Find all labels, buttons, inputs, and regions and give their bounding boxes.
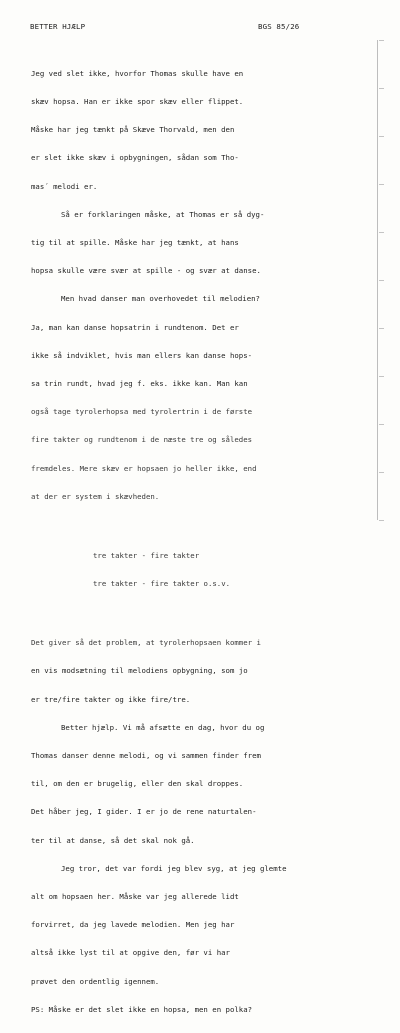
- text-line: at der er system i skævheden.: [31, 491, 160, 501]
- text-line: tre takter - fire takter: [93, 550, 200, 560]
- margin-tick: [379, 88, 384, 89]
- margin-tick: [379, 280, 384, 281]
- margin-tick: [379, 520, 384, 521]
- text-line: sa trin rundt, hvad jeg f. eks. ikke kan. Man kan: [31, 379, 248, 389]
- header-reference: BGS 85/26: [258, 22, 300, 31]
- margin-tick: [379, 136, 384, 137]
- document-body: [31, 50, 351, 1033]
- header-title: BETTER HJÆLP: [30, 22, 86, 31]
- margin-tick: [379, 40, 384, 41]
- text-line: Det håber jeg, I gider. I er jo de rene naturtalen-: [31, 807, 257, 817]
- text-line: prøvet den ordentlig igennem.: [31, 976, 160, 986]
- text-line: til, om den er brugelig, eller den skal droppes.: [31, 779, 244, 789]
- margin-tick: [379, 184, 384, 185]
- margin-tick: [379, 328, 384, 329]
- text-line: fire takter og rundtenom i de næste tre og således: [31, 435, 253, 445]
- margin-tick: [379, 376, 384, 377]
- text-line: hopsa skulle være svær at spille - og svær at danse.: [31, 266, 261, 276]
- text-line: er tre/fire takter og ikke fire/tre.: [31, 694, 191, 704]
- text-line: alt om hopsaen her. Måske var jeg allerede lidt: [31, 891, 239, 901]
- text-line: fremdeles. Mere skæv er hopsaen jo heller ikke, end: [31, 463, 257, 473]
- text-line: Det giver så det problem, at tyrolerhopsaen kommer i: [31, 638, 261, 648]
- text-line: mas´ melodi er.: [31, 181, 98, 191]
- text-line: Jeg tror, det var fordi jeg blev syg, at jeg glemte: [61, 863, 287, 873]
- text-line: også tage tyrolerhopsa med tyrolertrin i de første: [31, 407, 253, 417]
- text-line: Better hjælp. Vi må afsætte en dag, hvor du og: [61, 722, 265, 732]
- text-line: ikke så indviklet, hvis man ellers kan danse hops-: [31, 350, 253, 360]
- text-line: Jeg ved slet ikke, hvorfor Thomas skulle have en: [31, 68, 244, 78]
- text-line: Ja, man kan danse hopsatrin i rundtenom. Det er: [31, 322, 239, 332]
- text-line: tre takter - fire takter o.s.v.: [93, 579, 231, 589]
- text-line: er slet ikke skæv i opbygningen, sådan som Tho-: [31, 153, 239, 163]
- text-line: Men hvad danser man overhovedet til melodien?: [61, 294, 260, 304]
- text-line: skæv hopsa. Han er ikke spor skæv eller flippet.: [31, 97, 244, 107]
- margin-tick: [379, 424, 384, 425]
- text-line: Så er forklaringen måske, at Thomas er så dyg-: [61, 209, 265, 219]
- text-line: en vis modsætning til melodiens opbygning, som jo: [31, 666, 248, 676]
- margin-tick: [379, 472, 384, 473]
- text-line: tig til at spille. Måske har jeg tænkt, at hans: [31, 238, 239, 248]
- margin-tick: [379, 232, 384, 233]
- text-line: PS: Måske er det slet ikke en hopsa, men en polka?: [31, 1004, 253, 1014]
- text-line: Måske har jeg tænkt på Skæve Thorvald, men den: [31, 125, 235, 135]
- text-line: Thomas danser denne melodi, og vi sammen finder frem: [31, 750, 261, 760]
- text-line: altså ikke lyst til at opgive den, før vi har: [31, 948, 230, 958]
- text-line: forvirret, da jeg lavede melodien. Men jeg har: [31, 920, 235, 930]
- text-line: ter til at danse, så det skal nok gå.: [31, 835, 195, 845]
